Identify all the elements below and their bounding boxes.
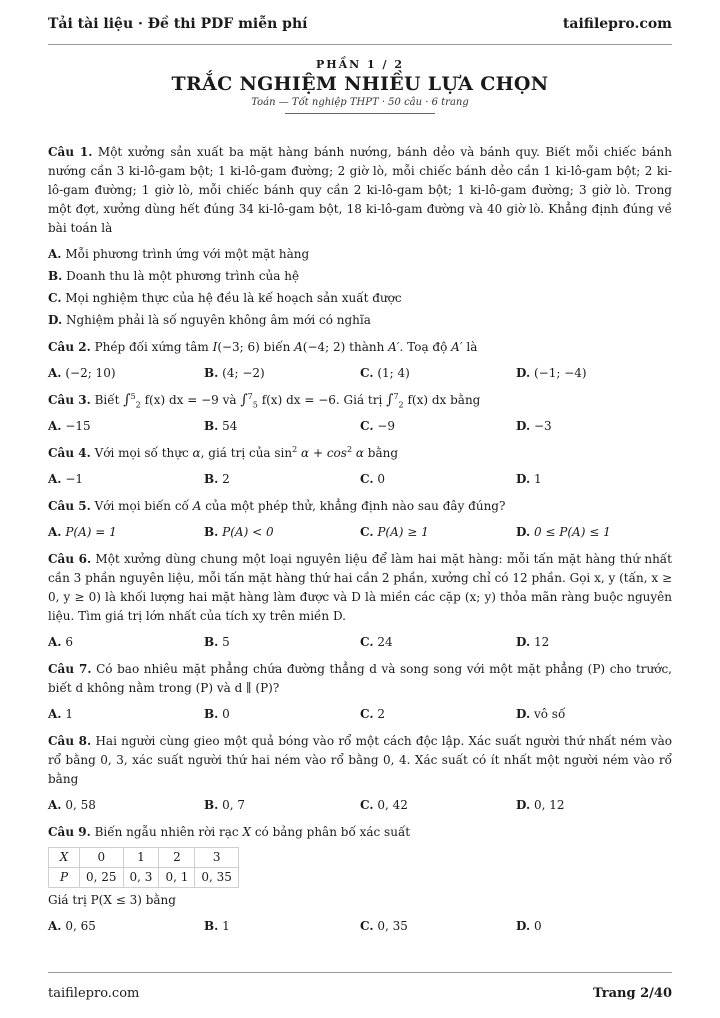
option-a[interactable]: A. P(A) = 1 — [48, 525, 117, 539]
question-5: Câu 5. Với mọi biến cố A của một phép thử, khẳng định nào sau đây đúng? A. P(A) = 1 B. P(A) < 0 C. P(A) ≥ 1 D. 0 ≤ P(A) ≤ 1 — [48, 497, 672, 542]
question-list — [48, 143, 672, 944]
top-right-site[interactable]: taifilepro.com — [562, 16, 672, 32]
option-c[interactable]: C. P(A) ≥ 1 — [360, 525, 429, 539]
option-c[interactable]: C. 24 — [360, 635, 393, 649]
question-label: Câu 5. — [48, 499, 91, 513]
top-left-title: Tải tài liệu · Đề thi PDF miễn phí — [48, 16, 308, 32]
option-b[interactable]: B. Doanh thu là một phương trình của hệ — [48, 269, 300, 283]
question-7: Câu 7. Có bao nhiêu mặt phẳng chứa đường thẳng d và song song với một mặt phẳng (P) cho trước, biết d không nằm trong (P) và d ∥ (P)? A. 1 B. 0 C. 2 D. vô số — [48, 660, 672, 724]
table-row: X 0 1 2 3 — [49, 848, 239, 868]
question-label: Câu 4. — [48, 446, 91, 460]
option-d[interactable]: D. vô số — [516, 707, 566, 721]
question-label: Câu 7. — [48, 662, 92, 676]
question-label: Câu 3. — [48, 393, 91, 407]
option-b[interactable]: B. P(A) < 0 — [204, 525, 274, 539]
page-footer — [48, 986, 672, 1001]
option-a[interactable]: A. (−2; 10) — [48, 366, 116, 380]
question-3: Câu 3. Biết ∫$^5_2$ f(x) dx = −9 và ∫$^7_5$ f(x) dx = −6. Giá trị ∫$^7_2$ f(x) dx bằng A. −15 B. 54 C. −9 D. −3 — [48, 391, 672, 436]
option-c[interactable]: C. (1; 4) — [360, 366, 410, 380]
option-b[interactable]: B. 54 — [204, 419, 238, 433]
option-a[interactable]: A. 0, 65 — [48, 919, 96, 933]
option-a[interactable]: A. −1 — [48, 472, 84, 486]
option-c[interactable]: C. 0, 42 — [360, 798, 408, 812]
option-a[interactable]: A. 0, 58 — [48, 798, 96, 812]
question-label: Câu 8. — [48, 734, 92, 748]
table-row: P 0, 25 0, 3 0, 1 0, 35 — [49, 868, 239, 888]
option-c[interactable]: C. 0 — [360, 472, 385, 486]
option-b[interactable]: B. (4; −2) — [204, 366, 265, 380]
option-b[interactable]: B. 1 — [204, 919, 230, 933]
top-header — [48, 13, 672, 35]
option-a[interactable]: A. 6 — [48, 635, 73, 649]
option-b[interactable]: B. 2 — [204, 472, 230, 486]
bottom-divider — [48, 972, 672, 973]
question-text: Một xưởng sản xuất ba mặt hàng bánh nướng, bánh dẻo và bánh quy. Biết mỗi chiếc bánh nướng cần 3 ki-lô-gam bột; 1 ki-lô-gam đường; 2 giờ lò, mỗi chiếc bánh dẻo cần 1 ki-lô-gam bột; 2 ki-lô-gam đường; 1 giờ lò, mỗi chiếc bánh quy cần 2 ki-lô-gam bột; 1 ki-lô-gam đường; 3 giờ lò. Trong một đợt, xưởng dùng hết đúng 34 ki-lô-gam bột, 18 ki-lô-gam đường và 40 giờ lò. Khẳng định đúng về bài toán là — [48, 145, 672, 235]
question-label: Câu 2. — [48, 340, 91, 354]
page-number: Trang 2/40 — [593, 986, 672, 1001]
option-d[interactable]: D. 12 — [516, 635, 550, 649]
option-b[interactable]: B. 0, 7 — [204, 798, 246, 812]
question-6: Câu 6. Một xưởng dùng chung một loại nguyên liệu để làm hai mặt hàng: mỗi tấn mặt hàng thứ nhất cần 3 phần nguyên liệu, mỗi tấn mặt hàng thứ hai cần 2 phần, xưởng chỉ có 12 phần. Gọi x, y (tấn, x ≥ 0, y ≥ 0) là khối lượng hai mặt hàng làm được và D là miền các cặp (x; y) thỏa mãn ràng buộc nguyên liệu. Tìm giá trị lớn nhất của tích xy trên miền D. A. 6 B. 5 C. 24 D. 12 — [48, 550, 672, 652]
section-header — [0, 58, 720, 114]
question-followup: Giá trị P(X ≤ 3) bằng — [48, 893, 176, 907]
part-label: PHẦN 1 / 2 — [315, 58, 405, 71]
option-c[interactable]: C. 0, 35 — [360, 919, 408, 933]
option-c[interactable]: C. Mọi nghiệm thực của hệ đều là kế hoạch sản xuất được — [48, 291, 402, 305]
option-d[interactable]: D. Nghiệm phải là số nguyên không âm mới có nghĩa — [48, 313, 371, 327]
footer-site[interactable]: taifilepro.com — [48, 986, 140, 1001]
question-8: Câu 8. Hai người cùng gieo một quả bóng vào rổ một cách độc lập. Xác suất người thứ nhất ném vào rổ bằng 0, 3, xác suất người thứ hai ném vào rổ bằng 0, 4. Xác suất có ít nhất một người ném vào rổ bằng A. 0, 58 B. 0, 7 C. 0, 42 D. 0, 12 — [48, 732, 672, 815]
question-1 — [48, 143, 672, 330]
option-d[interactable]: D. −3 — [516, 419, 552, 433]
option-a[interactable]: A. 1 — [48, 707, 73, 721]
header-rule — [285, 113, 435, 114]
question-label: Câu 9. — [48, 825, 91, 839]
question-2: Câu 2. Phép đối xứng tâm I(−3; 6) biến A(−4; 2) thành A′. Toạ độ A′ là A. (−2; 10) B. (4; −2) C. (1; 4) D. (−1; −4) — [48, 338, 672, 383]
option-a[interactable]: A. −15 — [48, 419, 91, 433]
question-9: Câu 9. Biến ngẫu nhiên rời rạc X có bảng phân bố xác suất X 0 1 2 3 P 0, 25 0, 3 0, 1 0, 35 Giá trị P(X ≤ 3) bằng A. 0, 65 B. 1 C. 0, 35 D. 0 — [48, 823, 672, 936]
section-title: TRẮC NGHIỆM NHIỀU LỰA CHỌN — [171, 73, 549, 95]
option-d[interactable]: D. 0 ≤ P(A) ≤ 1 — [516, 525, 611, 539]
top-divider — [48, 44, 672, 45]
option-d[interactable]: D. (−1; −4) — [516, 366, 587, 380]
option-c[interactable]: C. −9 — [360, 419, 396, 433]
probability-table — [48, 847, 239, 888]
option-b[interactable]: B. 0 — [204, 707, 230, 721]
option-a[interactable]: A. Mỗi phương trình ứng với một mặt hàng — [48, 247, 310, 261]
option-d[interactable]: D. 1 — [516, 472, 542, 486]
option-b[interactable]: B. 5 — [204, 635, 230, 649]
question-label: Câu 1. — [48, 145, 93, 159]
option-d[interactable]: D. 0, 12 — [516, 798, 565, 812]
option-d[interactable]: D. 0 — [516, 919, 542, 933]
option-c[interactable]: C. 2 — [360, 707, 385, 721]
question-label: Câu 6. — [48, 552, 92, 566]
section-subtitle: Toán — Tốt nghiệp THPT · 50 câu · 6 trang — [251, 97, 469, 108]
question-4: Câu 4. Với mọi số thực α, giá trị của $\sin^2 \alpha + \cos^2 \alpha$ bằng A. −1 B. 2 C. 0 D. 1 — [48, 444, 672, 489]
